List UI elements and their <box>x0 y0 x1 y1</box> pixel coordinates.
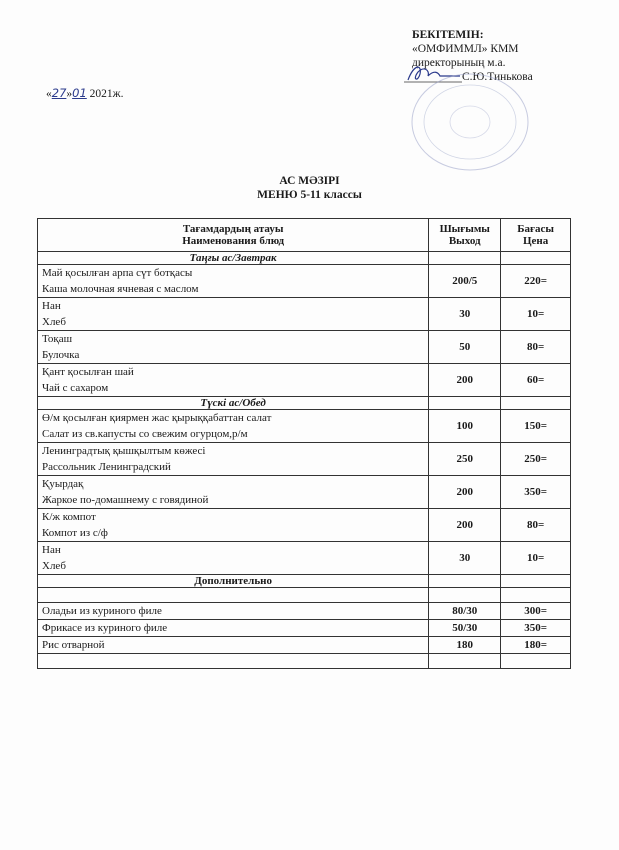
title-kz: АС МӘЗІРІ <box>279 175 340 187</box>
dish-price: 80= <box>501 331 571 364</box>
section-lunch-label: Түскі ас/Обед <box>38 397 429 410</box>
dish-price: 180= <box>501 637 571 654</box>
dish-name: Тоқаш Булочка <box>38 331 429 364</box>
dish-name: Рис отварной <box>38 637 429 654</box>
dish-yield: 30 <box>429 298 501 331</box>
date-month: 01 <box>72 86 87 100</box>
dish-name: Май қосылған арпа сүт ботқасы Каша молочная ячневая с маслом <box>38 265 429 298</box>
header-name: Тағамдардың атауы Наименования блюд <box>38 219 429 252</box>
header-yield: Шығымы Выход <box>429 219 501 252</box>
dish-name: Ленинградтық қышқылтым көжесі Рассольник Ленинградский <box>38 443 429 476</box>
dish-price: 10= <box>501 542 571 575</box>
table-row <box>38 542 571 575</box>
official-stamp-icon <box>400 70 530 185</box>
menu-title <box>0 174 619 202</box>
table-row <box>38 637 571 654</box>
menu-table <box>37 218 571 669</box>
date-day: 27 <box>51 86 67 100</box>
approval-position: директорының м.а. <box>412 57 506 69</box>
dish-price: 350= <box>501 476 571 509</box>
dish-yield: 200 <box>429 364 501 397</box>
dish-price: 80= <box>501 509 571 542</box>
dish-yield: 200 <box>429 476 501 509</box>
dish-name: Нан Хлеб <box>38 542 429 575</box>
blank-row <box>38 588 571 603</box>
dish-price: 150= <box>501 410 571 443</box>
table-row <box>38 364 571 397</box>
date-close-quote: » <box>66 88 73 100</box>
dish-yield: 250 <box>429 443 501 476</box>
blank-row <box>38 654 571 669</box>
table-row <box>38 620 571 637</box>
section-breakfast-label: Таңғы ас/Завтрак <box>38 252 429 265</box>
table-row <box>38 410 571 443</box>
dish-name: Қуырдақ Жаркое по-домашнему с говядиной <box>38 476 429 509</box>
dish-name: Ө/м қосылған қиярмен жас қырыққабаттан салат Салат из св.капусты со свежим огурцом,р/м <box>38 410 429 443</box>
table-header-row <box>38 219 571 252</box>
dish-name: Фрикасе из куриного филе <box>38 620 429 637</box>
header-price: Бағасы Цена <box>501 219 571 252</box>
approval-org: «ОМФИММЛ» КММ <box>412 43 519 55</box>
section-breakfast <box>38 252 571 265</box>
dish-name: Қант қосылған шай Чай с сахаром <box>38 364 429 397</box>
title-ru: МЕНЮ 5-11 классы <box>257 189 362 201</box>
table-row <box>38 331 571 364</box>
table-row <box>38 603 571 620</box>
table-row <box>38 509 571 542</box>
approval-signatory: С.Ю.Тинькова <box>462 71 533 83</box>
dish-price: 350= <box>501 620 571 637</box>
dish-yield: 200/5 <box>429 265 501 298</box>
dish-yield: 100 <box>429 410 501 443</box>
dish-yield: 80/30 <box>429 603 501 620</box>
table-row <box>38 476 571 509</box>
dish-yield: 30 <box>429 542 501 575</box>
dish-yield: 50/30 <box>429 620 501 637</box>
document-date <box>46 86 123 100</box>
dish-name: Оладьи из куриного филе <box>38 603 429 620</box>
dish-yield: 200 <box>429 509 501 542</box>
dish-name: К/ж компот Компот из с/ф <box>38 509 429 542</box>
dish-yield: 50 <box>429 331 501 364</box>
section-lunch <box>38 397 571 410</box>
date-open-quote: « <box>46 88 52 100</box>
approval-heading: БЕКІТЕМІН: <box>412 29 484 41</box>
dish-yield: 180 <box>429 637 501 654</box>
section-extra <box>38 575 571 588</box>
dish-price: 10= <box>501 298 571 331</box>
table-row <box>38 443 571 476</box>
table-row <box>38 265 571 298</box>
section-extra-label: Дополнительно <box>38 575 429 588</box>
dish-price: 60= <box>501 364 571 397</box>
dish-price: 300= <box>501 603 571 620</box>
dish-name: Нан Хлеб <box>38 298 429 331</box>
dish-price: 250= <box>501 443 571 476</box>
dish-price: 220= <box>501 265 571 298</box>
date-year: 2021ж. <box>89 88 124 100</box>
table-row <box>38 298 571 331</box>
